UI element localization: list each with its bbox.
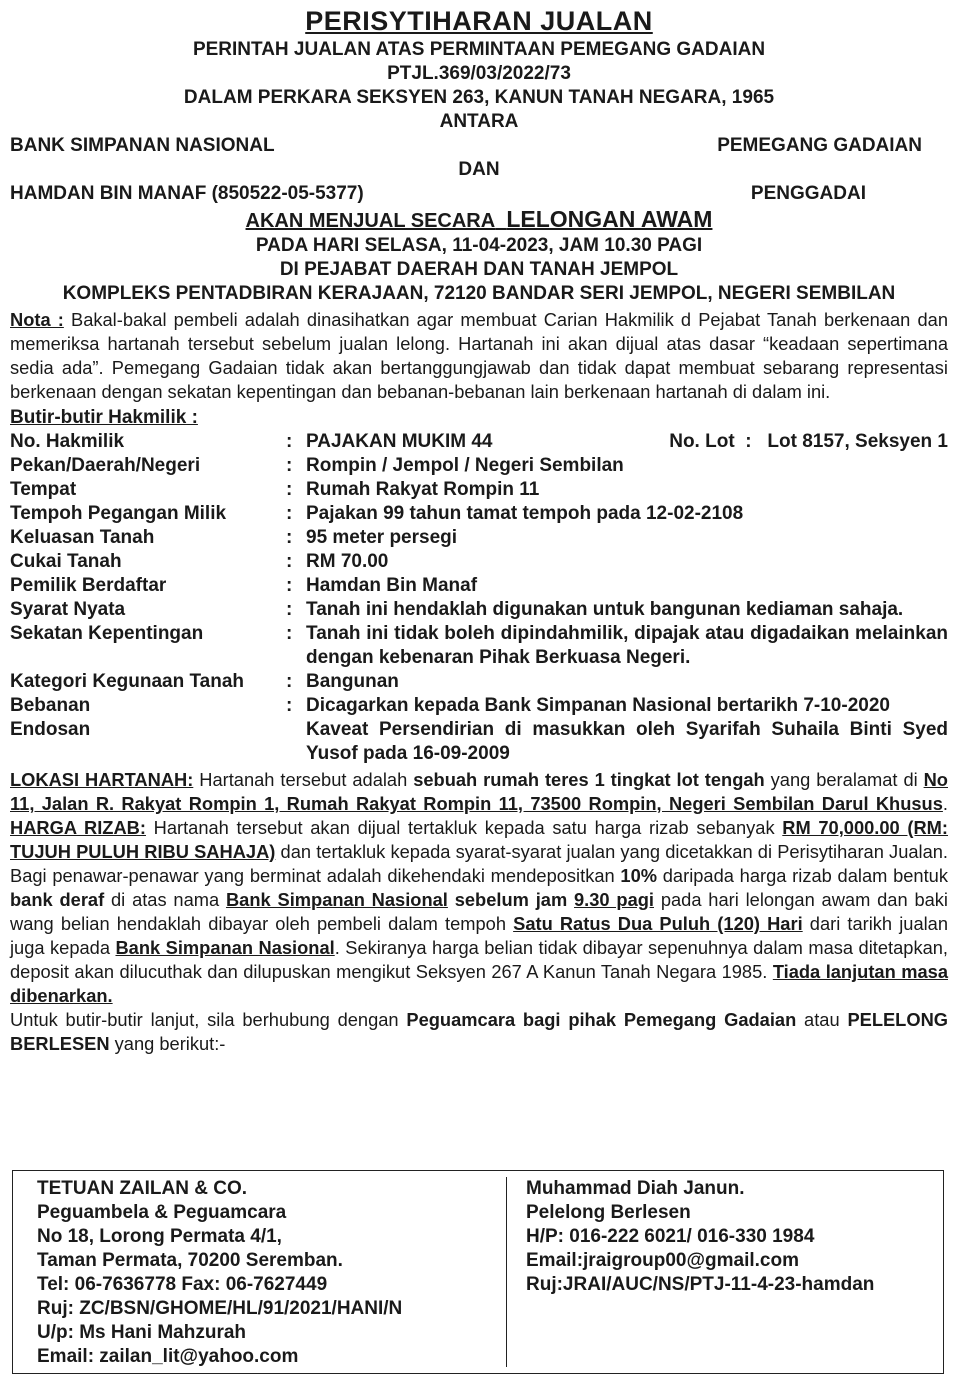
lot-label: No. Lot [669, 431, 735, 452]
detail-value: RM 70.00 [306, 551, 389, 572]
property-address: No 11, Jalan R. Rakyat Rompin 1, Rumah Rakyat Rompin 11, 73500 Rompin, Negeri Sembilan Darul Khusus [10, 769, 948, 814]
detail-value: Rumah Rakyat Rompin 11 [306, 479, 540, 500]
solicitor-contact [37, 1177, 402, 1369]
contact-line: Pelelong Berlesen [526, 1202, 691, 1223]
detail-key: Cukai Tanah [10, 551, 122, 572]
contact-line: TETUAN ZAILAN & CO. [37, 1178, 248, 1199]
property-location-paragraph [10, 768, 948, 1056]
detail-row: Keluasan Tanah : 95 meter persegi [10, 526, 948, 550]
lokasi-label: LOKASI HARTANAH: [10, 769, 194, 790]
contact-line: No 18, Lorong Permata 4/1, [37, 1226, 282, 1247]
contact-line: U/p: Ms Hani Mahzurah [37, 1322, 247, 1343]
detail-value: Rompin / Jempol / Negeri Sembilan [306, 455, 624, 476]
reserve-price: RM 70,000.00 (RM: TUJUH PULUH RIBU SAHAJA) [10, 817, 949, 862]
reference-number: PTJL.369/03/2022/73 [387, 63, 571, 84]
dan-line: DAN [458, 159, 500, 180]
text-span: di atas nama [104, 889, 226, 910]
contact-line: Muhammad Diah Janun. [526, 1178, 745, 1199]
text-span: . Sekiranya harga belian tidak dibayar sepenuhnya dalam masa ditetapkan, deposit akan dilucuthak dan dilupuskan mengikut Seksyen 267 A Kanun Tanah Negara 1985. [10, 937, 949, 982]
contact-line: Peguambela & Peguamcara [37, 1202, 287, 1223]
detail-key: Syarat Nyata [10, 599, 126, 620]
detail-value: Dicagarkan kepada Bank Simpanan Nasional bertarikh 7-10-2020 [306, 695, 890, 716]
lelongan-awam: LELONGAN AWAM [506, 206, 713, 232]
no-extension: Tiada lanjutan masa dibenarkan. [10, 961, 948, 1006]
auctioneer-mention: PELELONG BERLESEN [10, 1009, 948, 1054]
auction-date: PADA HARI SELASA, 11-04-2023, JAM 10.30 PAGI [255, 235, 703, 256]
property-type: sebuah rumah teres 1 tingkat lot tengah [413, 769, 765, 790]
contact-line: Tel: 06-7636778 Fax: 06-7627449 [37, 1274, 328, 1295]
detail-value: 95 meter persegi [306, 527, 458, 548]
venue-line-2: KOMPLEKS PENTADBIRAN KERAJAAN, 72120 BANDAR SERI JEMPOL, NEGERI SEMBILAN [62, 283, 896, 304]
detail-row: Tempoh Pegangan Milik : Pajakan 99 tahun tamat tempoh pada 12-02-2108 [10, 502, 948, 526]
text-span: atau [796, 1009, 848, 1030]
text-span: . [942, 793, 948, 814]
detail-row: Pekan/Daerah/Negeri : Rompin / Jempol / Negeri Sembilan [10, 454, 948, 478]
deadline-time: 9.30 pagi [574, 889, 654, 910]
nota-label: Nota : [10, 309, 64, 330]
chargee-name: BANK SIMPANAN NASIONAL [10, 135, 275, 156]
text-span: dari tarikh jualan juga kepada [10, 913, 949, 958]
lot-value: Lot 8157, Seksyen 1 [767, 431, 948, 452]
detail-row: Cukai Tanah : RM 70.00 [10, 550, 948, 574]
contact-box [12, 1170, 944, 1374]
detail-key: Kategori Kegunaan Tanah [10, 671, 245, 692]
detail-value: Pajakan 99 tahun tamat tempoh pada 12-02-2108 [306, 503, 744, 524]
detail-key: Endosan [10, 719, 91, 740]
chargor-name: HAMDAN BIN MANAF (850522-05-5377) [10, 183, 364, 204]
detail-row [10, 718, 948, 766]
contact-line: H/P: 016-222 6021/ 016-330 1984 [526, 1226, 815, 1247]
auctioneer-contact [526, 1177, 874, 1297]
text-span: dan tertakluk kepada syarat-syarat jualan yang dicetakkan di Perisytiharan Jualan. Bagi penawar-penawar yang berminat adalah dikehendaki mendepositkan [10, 841, 948, 886]
detail-value: Tanah ini tidak boleh dipindahmilik, dipajak atau digadaikan melainkan dengan kebenaran Pihak Berkuasa Negeri. [306, 623, 948, 668]
detail-value: Hamdan Bin Manaf [306, 575, 478, 596]
payee-bank-2: Bank Simpanan Nasional [115, 937, 335, 958]
detail-row: Bebanan : Dicagarkan kepada Bank Simpanan Nasional bertarikh 7-10-2020 [10, 694, 948, 718]
column-divider [506, 1177, 507, 1367]
solicitor-mention: Peguamcara bagi pihak Pemegang Gadaian [406, 1009, 797, 1030]
party-row-2 [10, 182, 948, 206]
detail-row: Tempat : Rumah Rakyat Rompin 11 [10, 478, 948, 502]
detail-row: Pemilik Berdaftar : Hamdan Bin Manaf [10, 574, 948, 598]
detail-row-hakmilik: No. Hakmilik : PAJAKAN MUKIM 44 No. Lot : Lot 8157, Seksyen 1 [10, 431, 948, 452]
text-span: Hartanah tersebut akan dijual tertakluk kepada satu harga rizab sebanyak [145, 817, 783, 838]
detail-row: Kategori Kegunaan Tanah : Bangunan [10, 670, 948, 694]
detail-row: Sekatan Kepentingan : Tanah ini tidak boleh dipindahmilik, dipajak atau digadaikan melainkan dengan kebenaran Pihak Berkuasa Negeri. [10, 623, 948, 668]
detail-value: PAJAKAN MUKIM 44 [306, 431, 493, 452]
text-span: yang beralamat di [764, 769, 924, 790]
detail-value: Bangunan [306, 671, 399, 692]
antara-line: ANTARA [439, 111, 519, 132]
title-details [10, 406, 948, 766]
deadline-text: sebelum jam [447, 889, 575, 910]
contact-line: Email:jraigroup00@gmail.com [526, 1250, 799, 1271]
contact-line: Ruj: ZC/BSN/GHOME/HL/91/2021/HANI/N [37, 1298, 403, 1319]
auction-heading [10, 206, 948, 234]
text-span: daripada harga rizab dalam bentuk [657, 865, 948, 886]
section-line: DALAM PERKARA SEKSYEN 263, KANUN TANAH NEGARA, 1965 [183, 87, 775, 108]
title-details-heading: Butir-butir Hakmilik : [10, 407, 198, 428]
text-span: yang berikut:- [109, 1033, 226, 1054]
payment-period: Satu Ratus Dua Puluh (120) Hari [513, 913, 803, 934]
text-span: Untuk butir-butir lanjut, sila berhubung dengan [10, 1009, 407, 1030]
detail-key: Pemilik Berdaftar [10, 575, 167, 596]
detail-key: Tempoh Pegangan Milik [10, 503, 227, 524]
nota-paragraph [10, 308, 948, 404]
notice-page [10, 4, 948, 1056]
chargee-role: PEMEGANG GADAIAN [717, 135, 922, 156]
detail-key: Keluasan Tanah [10, 527, 155, 548]
detail-key: No. Hakmilik [10, 431, 125, 452]
order-line: PERINTAH JUALAN ATAS PERMINTAAN PEMEGANG GADAIAN [192, 39, 766, 60]
bank-draft: bank deraf [10, 889, 105, 910]
lot-info: No. Lot : Lot 8157, Seksyen 1 [669, 431, 948, 452]
reserve-price-label: HARGA RIZAB: [10, 817, 146, 838]
contact-line: Taman Permata, 70200 Seremban. [37, 1250, 343, 1271]
detail-key: Bebanan [10, 695, 91, 716]
detail-key: Tempat [10, 479, 77, 500]
detail-value: Tanah ini hendaklah digunakan untuk bangunan kediaman sahaja. [306, 599, 904, 620]
payee-bank: Bank Simpanan Nasional [225, 889, 448, 910]
text-span: Hartanah tersebut adalah [193, 769, 414, 790]
detail-row: Syarat Nyata : Tanah ini hendaklah digunakan untuk bangunan kediaman sahaja. [10, 598, 948, 622]
detail-key: Sekatan Kepentingan [10, 623, 204, 644]
text-span: pada hari lelongan awam dan baki wang belian hendaklah dibayar oleh pembeli dalam tempoh [10, 889, 948, 934]
detail-key: Pekan/Daerah/Negeri [10, 455, 201, 476]
detail-value: Kaveat Persendirian di masukkan oleh Syarifah Suhaila Binti Syed Yusof pada 16-09-2009 [306, 719, 948, 764]
nota-text: Bakal-bakal pembeli adalah dinasihatkan agar membuat Carian Hakmilik d Pejabat Tanah berkenaan dan memeriksa hartanah tersebut sebelum jualan lelong. Hartanah ini akan dijual atas dasar “keadaan sepertimana sedia ada”. Pemegang Gadaian tidak akan bertanggungjawab dan tidak dapat membuat sebarang representasi berkenaan dengan sekatan kepentingan dan bebanan-bebanan lain berkenaan hartanah di dalam ini. [10, 309, 948, 402]
party-row-1 [10, 134, 948, 158]
contact-line: Email: zailan_lit@yahoo.com [37, 1346, 299, 1367]
contact-line: Ruj:JRAI/AUC/NS/PTJ-11-4-23-hamdan [526, 1274, 875, 1295]
notice-title: PERISYTIHARAN JUALAN [305, 6, 653, 36]
venue-line-1: DI PEJABAT DAERAH DAN TANAH JEMPOL [279, 259, 679, 280]
chargor-role: PENGGADAI [750, 183, 866, 204]
deposit-percent: 10% [620, 865, 658, 886]
akan-text: AKAN MENJUAL SECARA [245, 210, 496, 232]
